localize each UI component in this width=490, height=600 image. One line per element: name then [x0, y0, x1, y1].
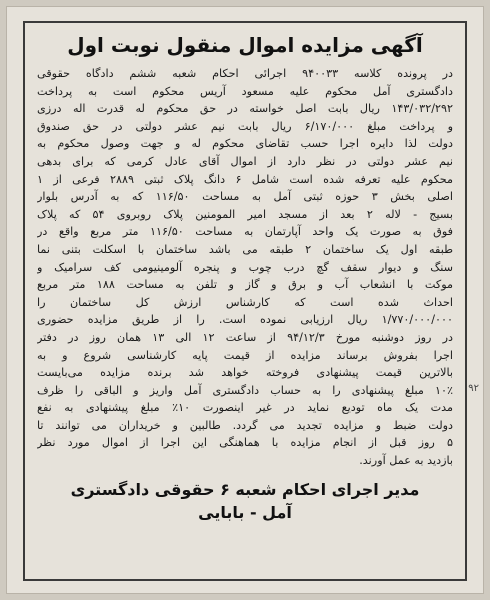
notice-line: محکوم علیه تعرفه شده است شامل ۶ دانگ پلاک ثبتی ۲۸۸۹ فرعی از ۱: [37, 172, 453, 186]
notice-title: آگهی مزایده اموال منقول نوبت اول: [67, 33, 423, 57]
notice-line: ۱۴۳/۰۳۲/۲۹۲ ریال بابت اصل خواسته در حق محکوم له قدرت اله درزی: [37, 102, 453, 116]
margin-mark: ۹۲: [468, 383, 479, 394]
notice-line: بسیج - لاله ۲ بعد از مسجد امیر المومنین پلاک روبروی ۵۴ که پلاک: [37, 207, 453, 221]
notice-line: دولت ضبط و مزایده تجدید می گردد. طالبین و خریداران می توانند تا: [37, 418, 453, 432]
notice-line: و پرداخت مبلغ ۶/۱۷۰/۰۰۰ ریال بابت نیم عشر دولتی در حق صندوق: [37, 119, 453, 133]
signature-title: مدیر اجرای احکام شعبه ۶ حقوقی دادگستری: [70, 479, 420, 499]
notice-line: نیم عشر دولتی در نظر دارد از اموال آقای عادل کرمی که برای بدهی: [37, 154, 453, 168]
notice-line: ۱۰٪ مبلغ پیشنهادی را به حساب دادگستری آمل واریز و الباقی را ظرف: [37, 383, 453, 397]
notice-line: اصلی بخش ۳ حوزه ثبتی آمل به مساحت ۱۱۶/۵۰ که به آدرس بلوار: [37, 190, 453, 204]
notice-line: طبقه اول یک ساختمان ۲ طبقه می باشد ساختمان با اسکلت بتنی نما: [37, 242, 453, 256]
signature-block: [37, 478, 453, 524]
notice-line: دادگستری آمل محکوم علیه مسعود آریس محکوم است به پرداخت: [37, 84, 453, 98]
notice-line: بازدید به عمل آورند.: [359, 454, 453, 468]
notice-line: احداث شده است که کارشناس ارزش کل ساختمان را: [37, 295, 453, 309]
notice-line: دولت لذا دایره اجرا حسب تقاضای محکوم له و جهت وصول محکوم به: [37, 137, 453, 151]
notice-line: فوق به صورت یک واحد آپارتمان به مساحت ۱۱۶/۵۰ متر مربع واقع در: [37, 225, 453, 239]
notice-line: موکت با انشعاب آب و برق و گاز و تلفن به مساحت ۱۸۸ متر مربع: [37, 278, 453, 292]
notice-line: ۱/۷۷۰/۰۰۰/۰۰۰ ریال ارزیابی نموده است. را از طریق مزایده حضوری: [37, 313, 453, 327]
notice-line: در پرونده کلاسه ۹۴۰۰۳۳ اجرائی احکام شعبه ششم دادگاه حقوقی: [37, 67, 453, 80]
notice-line: در روز دوشنبه مورخ ۹۴/۱۲/۳ از ساعت ۱۲ الی ۱۳ همان روز در دفتر: [37, 330, 453, 344]
notice-line: ۵ روز قبل از انجام مزایده با هماهنگی این اجرا از اموال مورد نظر: [37, 436, 453, 450]
notice-body: [37, 65, 453, 470]
notice-line: مدت یک ماه تودیع نماید در غیر اینصورت ۱۰٪ مبلغ پیشنهادی به نفع: [37, 401, 453, 415]
newspaper-clipping: [6, 6, 484, 594]
notice-line: بالاترین قیمت پیشنهادی فروخته خواهد شد برنده مزایده می‌بایست: [37, 366, 453, 380]
notice-line: اجرا بفروش برساند مزایده از قیمت پایه کارشناسی شروع و به: [37, 348, 453, 362]
notice-line: سنگ و دیوار سقف گچ درب چوب و پنجره آلومینیومی کف سرامیک و: [37, 260, 453, 274]
notice-frame: [23, 21, 467, 581]
signature-name: آمل - بابایی: [198, 502, 292, 522]
